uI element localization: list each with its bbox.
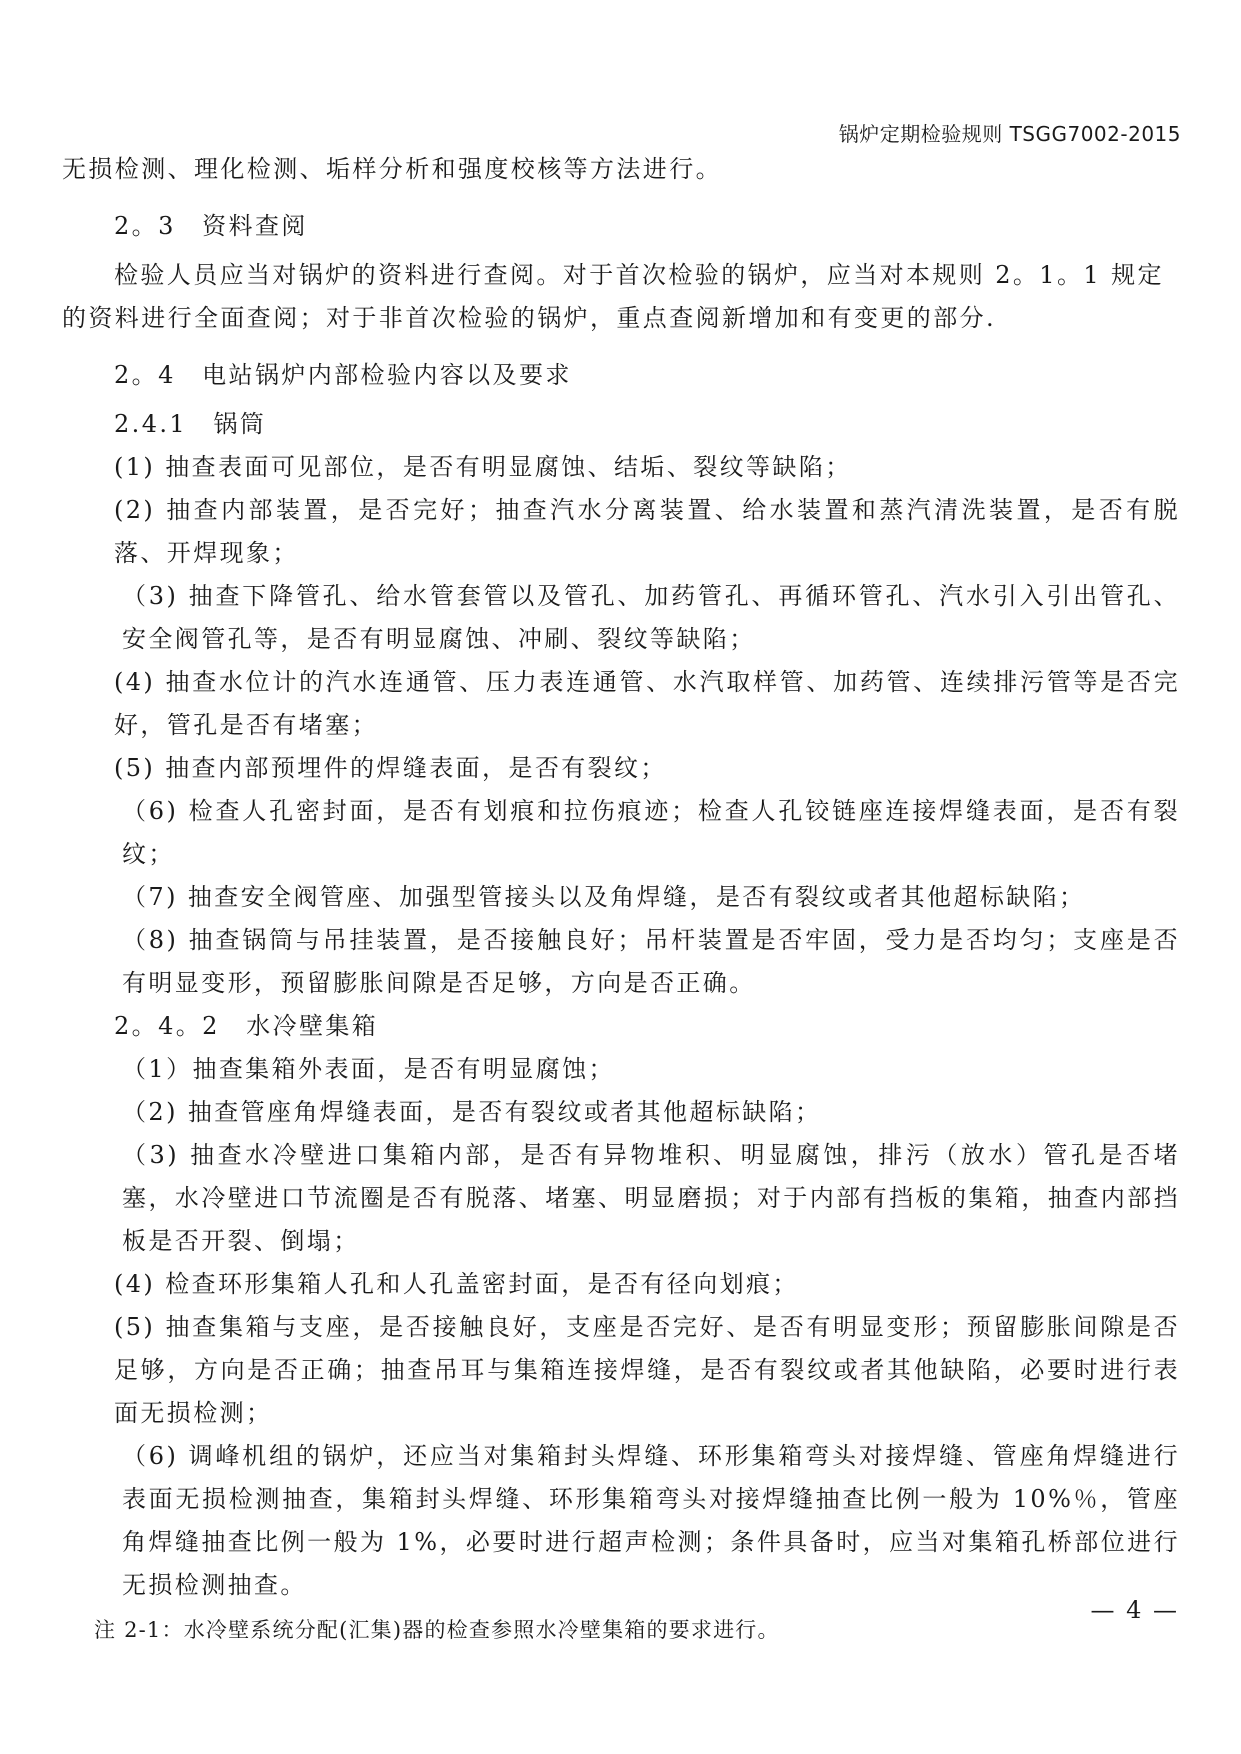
- header-item-3: （3) 抽查水冷壁进口集箱内部，是否有异物堆积、明显腐蚀，排污（放水）管孔是否堵塞，水冷壁进口节流圈是否有脱落、堵塞、明显磨损；对于内部有挡板的集箱，抽查内部挡板是否开裂、倒塌；: [122, 1141, 1180, 1255]
- drum-item-3: （3) 抽查下降管孔、给水管套管以及管孔、加药管孔、再循环管孔、汽水引入引出管孔、安全阀管孔等，是否有明显腐蚀、冲刷、裂纹等缺陷；: [122, 582, 1180, 653]
- drum-item-5: (5) 抽查内部预埋件的焊缝表面，是否有裂纹；: [114, 754, 667, 782]
- drum-item-7: （7) 抽查安全阀管座、加强型管接头以及角焊缝，是否有裂纹或者其他超标缺陷；: [122, 883, 1086, 911]
- drum-item-4: (4) 抽查水位计的汽水连通管、压力表连通管、水汽取样管、加药管、连续排污管等是否完好，管孔是否有堵塞；: [114, 668, 1180, 739]
- section-2-4-1-heading: 2.4.1 锅筒: [114, 410, 267, 438]
- drum-item-8: （8) 抽查锅筒与吊挂装置，是否接触良好；吊杆装置是否牢固，受力是否均匀；支座是否有明显变形，预留膨胀间隙是否足够，方向是否正确。: [122, 926, 1180, 997]
- header-item-6: （6) 调峰机组的锅炉，还应当对集箱封头焊缝、环形集箱弯头对接焊缝、管座角焊缝进行表面无损检测抽查，集箱封头焊缝、环形集箱弯头对接焊缝抽查比例一般为 10%％，管座角焊缝抽查比例一般为 1%，必要时进行超声检测；条件具备时，应当对集箱孔桥部位进行无损检测抽查。: [122, 1442, 1180, 1599]
- drum-item-1: (1) 抽查表面可见部位，是否有明显腐蚀、结垢、裂纹等缺陷；: [114, 453, 852, 481]
- header-item-5: (5) 抽查集箱与支座，是否接触良好，支座是否完好、是否有明显变形；预留膨胀间隙是否足够，方向是否正确；抽查吊耳与集箱连接焊缝，是否有裂纹或者其他缺陷，必要时进行表面无损检测；: [114, 1313, 1180, 1427]
- note-2-1: 注 2-1：水冷壁系统分配(汇集)器的检查参照水冷壁集箱的要求进行。: [94, 1618, 780, 1642]
- running-header: 锅炉定期检验规则 TSGG7002-2015: [838, 122, 1181, 146]
- page-body: [62, 148, 1180, 1652]
- header-item-1: （1）抽查集箱外表面，是否有明显腐蚀；: [122, 1055, 615, 1083]
- section-2-4-heading: 2。4 电站锅炉内部检验内容以及要求: [114, 361, 572, 389]
- section-2-3-paragraph-line1: 检验人员应当对锅炉的资料进行查阅。对于首次检验的锅炉，应当对本规则 2。1。1 规定: [114, 261, 1164, 289]
- drum-item-6: （6) 检查人孔密封面，是否有划痕和拉伤痕迹；检查人孔铰链座连接焊缝表面，是否有裂纹；: [122, 797, 1180, 868]
- header-item-2: （2) 抽查管座角焊缝表面，是否有裂纹或者其他超标缺陷；: [122, 1098, 822, 1126]
- section-2-3-paragraph-line2: 的资料进行全面查阅；对于非首次检验的锅炉，重点查阅新增加和有变更的部分.: [62, 304, 997, 332]
- header-item-4: (4) 检查环形集箱人孔和人孔盖密封面，是否有径向划痕；: [114, 1270, 799, 1298]
- continuation-text: 无损检测、理化检测、垢样分析和强度校核等方法进行。: [62, 155, 722, 183]
- section-2-3-heading: 2。3 资料查阅: [114, 212, 308, 240]
- drum-item-2: (2) 抽查内部装置，是否完好；抽查汽水分离装置、给水装置和蒸汽清洗装置，是否有脱落、开焊现象；: [114, 496, 1180, 567]
- section-2-4-2-heading: 2。4。2 水冷壁集箱: [114, 1012, 379, 1040]
- page-number: — 4 —: [1090, 1596, 1179, 1624]
